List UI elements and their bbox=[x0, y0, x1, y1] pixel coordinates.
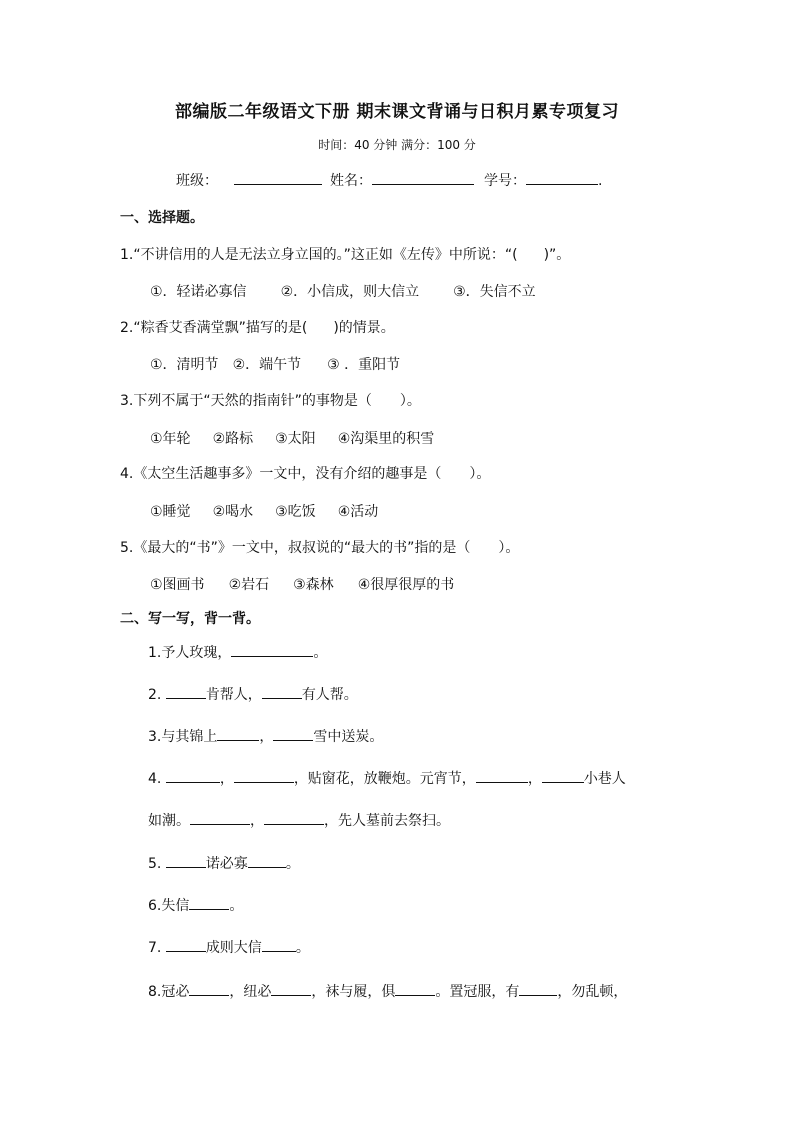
l4b-text: 如潮。 bbox=[148, 813, 190, 829]
l3-text-end: 雪中送炭。 bbox=[313, 729, 384, 745]
q3-options bbox=[150, 428, 434, 448]
q2-text-end: )的情景。 bbox=[333, 320, 395, 336]
l7-num: 7. bbox=[148, 940, 166, 956]
time-score-info: 时间：40 分钟 满分：100 分 bbox=[318, 138, 476, 152]
section-2-heading: 二、写一写，背一背。 bbox=[120, 611, 260, 627]
question-2 bbox=[120, 317, 395, 337]
blank[interactable] bbox=[166, 853, 206, 868]
q1-options bbox=[150, 281, 536, 301]
fill-line-4 bbox=[148, 768, 626, 788]
q3-option-1[interactable]: ①年轮 bbox=[150, 431, 191, 447]
q2-options bbox=[150, 354, 400, 374]
l2-text: 肯帮人， bbox=[205, 687, 262, 703]
blank[interactable] bbox=[273, 726, 313, 741]
q5-option-1[interactable]: ①图画书 bbox=[150, 577, 205, 593]
q5-option-3[interactable]: ③森林 bbox=[293, 577, 334, 593]
q2-option-1[interactable]: ①．清明节 bbox=[150, 357, 219, 373]
l1-text: 1.予人玫瑰， bbox=[148, 645, 232, 661]
end-dot: . bbox=[598, 173, 603, 189]
l5-num: 5. bbox=[148, 856, 166, 872]
q1-option-2[interactable]: ②．小信成，则大信立 bbox=[280, 284, 420, 300]
l8-text-2: ，纽必 bbox=[229, 984, 272, 1000]
blank[interactable] bbox=[542, 768, 584, 783]
l5-end: 。 bbox=[285, 856, 300, 872]
section-1-heading: 一、选择题。 bbox=[120, 210, 204, 226]
fill-line-1 bbox=[148, 642, 327, 662]
fill-line-6 bbox=[148, 895, 243, 915]
page-title: 部编版二年级语文下册 期末课文背诵与日积月累专项复习 bbox=[175, 102, 619, 122]
blank[interactable] bbox=[166, 768, 220, 783]
l2-num: 2. bbox=[148, 687, 166, 703]
class-blank[interactable] bbox=[234, 170, 322, 185]
fill-line-7 bbox=[148, 937, 310, 957]
l4-text: ，贴窗花，放鞭炮。元宵节， bbox=[293, 771, 476, 787]
q1-option-3[interactable]: ③．失信不立 bbox=[453, 284, 536, 300]
fill-line-2 bbox=[148, 684, 358, 704]
l6-end: 。 bbox=[229, 898, 244, 914]
q2-option-3[interactable]: ③ ．重阳节 bbox=[327, 357, 401, 373]
name-blank[interactable] bbox=[372, 170, 474, 185]
l4-num: 4. bbox=[148, 771, 166, 787]
q5-option-2[interactable]: ②岩石 bbox=[228, 577, 270, 593]
l8-text-end: ，勿乱顿， bbox=[557, 984, 628, 1000]
q5-options bbox=[150, 574, 454, 594]
l5-text: 诺必寡 bbox=[205, 856, 248, 872]
q2-text: 2.“粽香艾香满堂飘”描写的是( bbox=[120, 320, 308, 336]
q4-options bbox=[150, 501, 378, 521]
l8-text-4: 。置冠服，有 bbox=[435, 984, 520, 1000]
blank[interactable] bbox=[217, 726, 259, 741]
l6-text: 6.失信 bbox=[148, 898, 190, 914]
fill-line-4b bbox=[148, 810, 450, 830]
l2-text-end: 有人帮。 bbox=[301, 687, 358, 703]
blank[interactable] bbox=[189, 895, 229, 910]
l3-text: 3.与其锦上 bbox=[148, 729, 218, 745]
question-4: 4.《太空生活趣事多》一文中，没有介绍的趣事是（ ）。 bbox=[120, 466, 491, 482]
blank[interactable] bbox=[166, 937, 206, 952]
l8-text-3: ，袜与履，俱 bbox=[311, 984, 396, 1000]
l4-text-end: 小巷人 bbox=[583, 771, 626, 787]
l1-end: 。 bbox=[313, 645, 328, 661]
question-5: 5.《最大的“书”》一文中，叔叔说的“最大的书”指的是（ ）。 bbox=[120, 540, 520, 556]
blank[interactable] bbox=[271, 981, 311, 996]
l4b-text-end: ，先人墓前去祭扫。 bbox=[324, 813, 450, 829]
question-1 bbox=[120, 244, 570, 264]
l3-comma: ， bbox=[259, 729, 274, 745]
class-label: 班级： bbox=[176, 173, 218, 189]
l7-text: 成则大信 bbox=[205, 940, 262, 956]
number-label: 学号： bbox=[484, 173, 526, 189]
l4-comma: ， bbox=[219, 771, 234, 787]
q1-text-end: )”。 bbox=[543, 247, 571, 263]
q3-option-2[interactable]: ②路标 bbox=[212, 431, 254, 447]
q1-option-1[interactable]: ①．轻诺必寡信 bbox=[150, 284, 247, 300]
blank[interactable] bbox=[262, 937, 296, 952]
student-info-row bbox=[176, 170, 602, 190]
q2-option-2[interactable]: ②．端午节 bbox=[232, 357, 302, 373]
q4-option-3[interactable]: ③吃饭 bbox=[275, 504, 316, 520]
fill-line-5 bbox=[148, 853, 300, 873]
q3-option-4[interactable]: ④沟渠里的积雪 bbox=[337, 431, 435, 447]
blank[interactable] bbox=[395, 981, 435, 996]
q5-option-4[interactable]: ④很厚很厚的书 bbox=[357, 577, 455, 593]
blank[interactable] bbox=[166, 684, 206, 699]
blank[interactable] bbox=[476, 768, 528, 783]
l4-comma-2: ， bbox=[527, 771, 542, 787]
name-label: 姓名： bbox=[330, 173, 372, 189]
fill-line-3 bbox=[148, 726, 383, 746]
blank[interactable] bbox=[248, 853, 286, 868]
q4-option-4[interactable]: ④活动 bbox=[337, 504, 379, 520]
q4-option-2[interactable]: ②喝水 bbox=[212, 504, 254, 520]
blank[interactable] bbox=[264, 810, 324, 825]
question-3: 3.下列不属于“天然的指南针”的事物是（ ）。 bbox=[120, 393, 421, 409]
number-blank[interactable] bbox=[526, 170, 598, 185]
q1-text: 1.“不讲信用的人是无法立身立国的。”这正如《左传》中所说：“( bbox=[120, 247, 518, 263]
blank[interactable] bbox=[519, 981, 557, 996]
l4b-comma: ， bbox=[250, 813, 264, 829]
l7-end: 。 bbox=[295, 940, 310, 956]
q4-option-1[interactable]: ①睡觉 bbox=[150, 504, 191, 520]
q3-option-3[interactable]: ③太阳 bbox=[275, 431, 316, 447]
blank[interactable] bbox=[262, 684, 302, 699]
blank[interactable] bbox=[234, 768, 294, 783]
blank[interactable] bbox=[190, 810, 250, 825]
l8-text: 8.冠必 bbox=[148, 984, 190, 1000]
fill-line-8 bbox=[148, 981, 627, 1001]
blank[interactable] bbox=[231, 642, 313, 657]
blank[interactable] bbox=[189, 981, 229, 996]
